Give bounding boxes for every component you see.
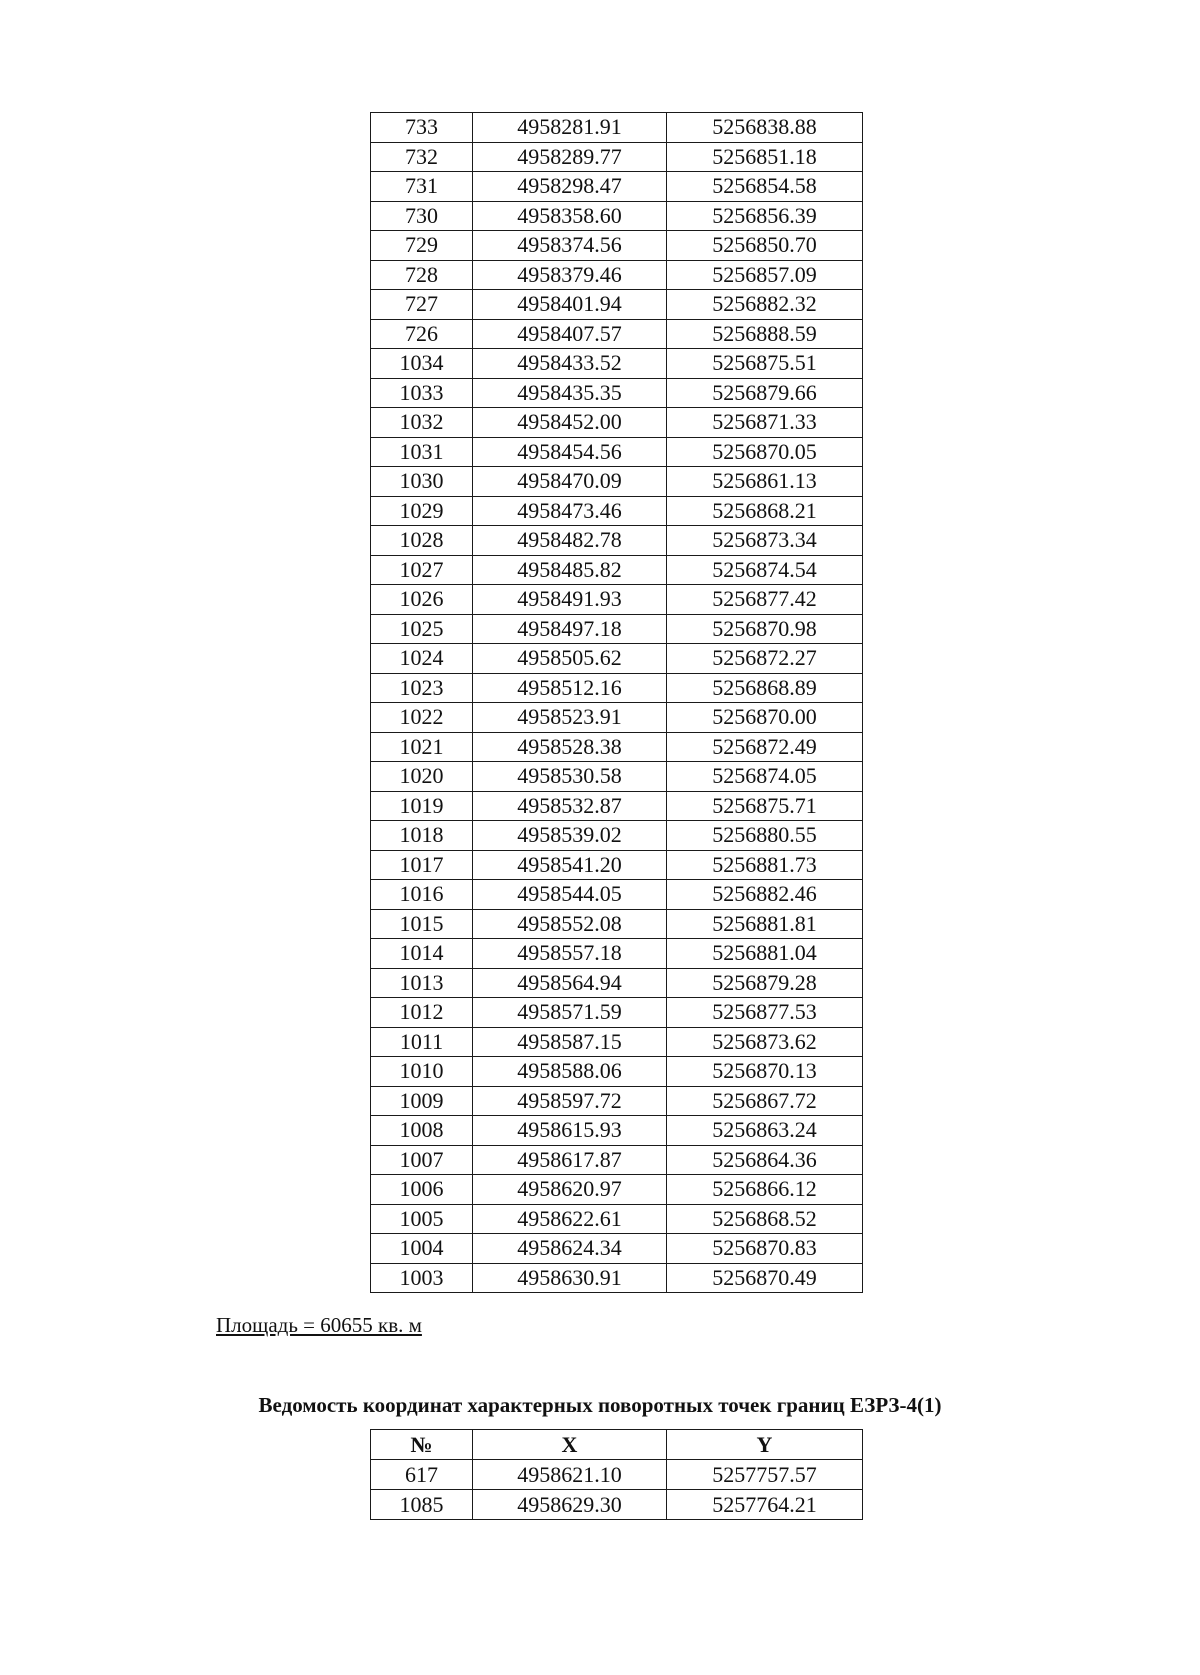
section-heading: Ведомость координат характерных поворотных точек границ ЕЗРЗ-4(1) bbox=[258, 1393, 942, 1417]
point-number: 1007 bbox=[371, 1145, 473, 1175]
coord-y: 5256879.28 bbox=[667, 968, 863, 998]
point-number: 1026 bbox=[371, 585, 473, 615]
coord-y: 5256867.72 bbox=[667, 1086, 863, 1116]
coord-y: 5256870.00 bbox=[667, 703, 863, 733]
table-row bbox=[371, 998, 863, 1028]
point-number: 726 bbox=[371, 319, 473, 349]
coord-y: 5256870.13 bbox=[667, 1057, 863, 1087]
table-header-row bbox=[371, 1430, 863, 1460]
point-number: 1008 bbox=[371, 1116, 473, 1146]
table-row bbox=[371, 378, 863, 408]
coord-x: 4958615.93 bbox=[473, 1116, 667, 1146]
point-number: 1023 bbox=[371, 673, 473, 703]
coord-x: 4958435.35 bbox=[473, 378, 667, 408]
table-row bbox=[371, 791, 863, 821]
point-number: 1014 bbox=[371, 939, 473, 969]
coord-y: 5256880.55 bbox=[667, 821, 863, 851]
coord-x: 4958497.18 bbox=[473, 614, 667, 644]
table-row bbox=[371, 1234, 863, 1264]
coord-x: 4958622.61 bbox=[473, 1204, 667, 1234]
coord-x: 4958617.87 bbox=[473, 1145, 667, 1175]
point-number: 1032 bbox=[371, 408, 473, 438]
table-row bbox=[371, 614, 863, 644]
table-row bbox=[371, 260, 863, 290]
point-number: 1015 bbox=[371, 909, 473, 939]
coord-y: 5256868.21 bbox=[667, 496, 863, 526]
coord-y: 5256856.39 bbox=[667, 201, 863, 231]
coord-x: 4958588.06 bbox=[473, 1057, 667, 1087]
coord-x: 4958379.46 bbox=[473, 260, 667, 290]
coord-y: 5256857.09 bbox=[667, 260, 863, 290]
point-number: 733 bbox=[371, 113, 473, 143]
coord-x: 4958482.78 bbox=[473, 526, 667, 556]
coord-x: 4958629.30 bbox=[473, 1490, 667, 1520]
coord-x: 4958491.93 bbox=[473, 585, 667, 615]
coord-x: 4958512.16 bbox=[473, 673, 667, 703]
coord-x: 4958485.82 bbox=[473, 555, 667, 585]
coord-y: 5256875.71 bbox=[667, 791, 863, 821]
table-row bbox=[371, 349, 863, 379]
area-total: Площадь = 60655 кв. м bbox=[216, 1313, 422, 1337]
point-number: 732 bbox=[371, 142, 473, 172]
point-number: 1004 bbox=[371, 1234, 473, 1264]
point-number: 1034 bbox=[371, 349, 473, 379]
table-row bbox=[371, 644, 863, 674]
coord-x: 4958532.87 bbox=[473, 791, 667, 821]
coord-y: 5257764.21 bbox=[667, 1490, 863, 1520]
ezrz-table-body bbox=[371, 1460, 863, 1520]
coord-x: 4958281.91 bbox=[473, 113, 667, 143]
coord-x: 4958530.58 bbox=[473, 762, 667, 792]
header-y: Y bbox=[667, 1430, 863, 1460]
coord-y: 5256871.33 bbox=[667, 408, 863, 438]
point-number: 1003 bbox=[371, 1263, 473, 1293]
point-number: 730 bbox=[371, 201, 473, 231]
coord-x: 4958630.91 bbox=[473, 1263, 667, 1293]
coord-y: 5256868.89 bbox=[667, 673, 863, 703]
table-row bbox=[371, 968, 863, 998]
coord-y: 5256851.18 bbox=[667, 142, 863, 172]
point-number: 1006 bbox=[371, 1175, 473, 1205]
coord-x: 4958624.34 bbox=[473, 1234, 667, 1264]
point-number: 729 bbox=[371, 231, 473, 261]
coord-y: 5256861.13 bbox=[667, 467, 863, 497]
coord-y: 5256882.46 bbox=[667, 880, 863, 910]
point-number: 1024 bbox=[371, 644, 473, 674]
point-number: 1012 bbox=[371, 998, 473, 1028]
coord-x: 4958505.62 bbox=[473, 644, 667, 674]
coord-y: 5256872.27 bbox=[667, 644, 863, 674]
coord-x: 4958541.20 bbox=[473, 850, 667, 880]
point-number: 1021 bbox=[371, 732, 473, 762]
point-number: 1016 bbox=[371, 880, 473, 910]
coord-y: 5256877.42 bbox=[667, 585, 863, 615]
coord-y: 5256875.51 bbox=[667, 349, 863, 379]
point-number: 727 bbox=[371, 290, 473, 320]
coord-x: 4958470.09 bbox=[473, 467, 667, 497]
table-row bbox=[371, 821, 863, 851]
coord-x: 4958374.56 bbox=[473, 231, 667, 261]
table-row bbox=[371, 673, 863, 703]
table-row bbox=[371, 1460, 863, 1490]
coord-y: 5256873.62 bbox=[667, 1027, 863, 1057]
coord-x: 4958557.18 bbox=[473, 939, 667, 969]
table-row bbox=[371, 231, 863, 261]
point-number: 1085 bbox=[371, 1490, 473, 1520]
table-row bbox=[371, 939, 863, 969]
table-row bbox=[371, 880, 863, 910]
table-row bbox=[371, 909, 863, 939]
table-row bbox=[371, 585, 863, 615]
table-row bbox=[371, 526, 863, 556]
coordinates-table-body bbox=[371, 113, 863, 1293]
coord-y: 5256879.66 bbox=[667, 378, 863, 408]
coord-y: 5256870.05 bbox=[667, 437, 863, 467]
table-row bbox=[371, 1204, 863, 1234]
point-number: 1031 bbox=[371, 437, 473, 467]
coord-y: 5256870.49 bbox=[667, 1263, 863, 1293]
table-row bbox=[371, 142, 863, 172]
table-row bbox=[371, 1263, 863, 1293]
coord-x: 4958452.00 bbox=[473, 408, 667, 438]
coord-y: 5256873.34 bbox=[667, 526, 863, 556]
coord-y: 5256877.53 bbox=[667, 998, 863, 1028]
point-number: 1009 bbox=[371, 1086, 473, 1116]
coord-y: 5256881.04 bbox=[667, 939, 863, 969]
coord-x: 4958454.56 bbox=[473, 437, 667, 467]
header-x: X bbox=[473, 1430, 667, 1460]
coord-x: 4958597.72 bbox=[473, 1086, 667, 1116]
coord-y: 5256866.12 bbox=[667, 1175, 863, 1205]
point-number: 731 bbox=[371, 172, 473, 202]
coord-x: 4958587.15 bbox=[473, 1027, 667, 1057]
coord-y: 5256874.05 bbox=[667, 762, 863, 792]
table-row bbox=[371, 555, 863, 585]
coord-x: 4958528.38 bbox=[473, 732, 667, 762]
coord-x: 4958433.52 bbox=[473, 349, 667, 379]
coord-y: 5256888.59 bbox=[667, 319, 863, 349]
coord-x: 4958552.08 bbox=[473, 909, 667, 939]
point-number: 1030 bbox=[371, 467, 473, 497]
table-row bbox=[371, 850, 863, 880]
table-row bbox=[371, 437, 863, 467]
point-number: 1013 bbox=[371, 968, 473, 998]
point-number: 1022 bbox=[371, 703, 473, 733]
table-row bbox=[371, 1145, 863, 1175]
point-number: 1025 bbox=[371, 614, 473, 644]
table-row bbox=[371, 1057, 863, 1087]
point-number: 1018 bbox=[371, 821, 473, 851]
coord-y: 5256870.98 bbox=[667, 614, 863, 644]
coord-x: 4958358.60 bbox=[473, 201, 667, 231]
coord-x: 4958621.10 bbox=[473, 1460, 667, 1490]
coord-y: 5256872.49 bbox=[667, 732, 863, 762]
point-number: 1017 bbox=[371, 850, 473, 880]
point-number: 1011 bbox=[371, 1027, 473, 1057]
coord-y: 5256868.52 bbox=[667, 1204, 863, 1234]
table-row bbox=[371, 201, 863, 231]
table-row bbox=[371, 732, 863, 762]
coord-y: 5256863.24 bbox=[667, 1116, 863, 1146]
coord-x: 4958620.97 bbox=[473, 1175, 667, 1205]
table-row bbox=[371, 1027, 863, 1057]
coord-y: 5256882.32 bbox=[667, 290, 863, 320]
table-row bbox=[371, 1490, 863, 1520]
point-number: 1029 bbox=[371, 496, 473, 526]
coord-x: 4958571.59 bbox=[473, 998, 667, 1028]
table-row bbox=[371, 467, 863, 497]
coordinates-table bbox=[370, 112, 863, 1293]
point-number: 1020 bbox=[371, 762, 473, 792]
point-number: 1028 bbox=[371, 526, 473, 556]
coord-x: 4958289.77 bbox=[473, 142, 667, 172]
coord-x: 4958539.02 bbox=[473, 821, 667, 851]
table-row bbox=[371, 172, 863, 202]
coord-y: 5256881.73 bbox=[667, 850, 863, 880]
table-row bbox=[371, 1175, 863, 1205]
table-row bbox=[371, 1116, 863, 1146]
point-number: 1027 bbox=[371, 555, 473, 585]
header-number: № bbox=[371, 1430, 473, 1460]
coord-y: 5256864.36 bbox=[667, 1145, 863, 1175]
table-row bbox=[371, 762, 863, 792]
coord-y: 5256850.70 bbox=[667, 231, 863, 261]
table-row bbox=[371, 113, 863, 143]
coord-x: 4958407.57 bbox=[473, 319, 667, 349]
ezrz-coordinates-table bbox=[370, 1429, 863, 1520]
coord-x: 4958523.91 bbox=[473, 703, 667, 733]
point-number: 617 bbox=[371, 1460, 473, 1490]
coord-x: 4958564.94 bbox=[473, 968, 667, 998]
coord-x: 4958298.47 bbox=[473, 172, 667, 202]
table-row bbox=[371, 703, 863, 733]
point-number: 1005 bbox=[371, 1204, 473, 1234]
point-number: 728 bbox=[371, 260, 473, 290]
table-row bbox=[371, 290, 863, 320]
coord-y: 5256881.81 bbox=[667, 909, 863, 939]
table-row bbox=[371, 319, 863, 349]
coord-x: 4958401.94 bbox=[473, 290, 667, 320]
point-number: 1010 bbox=[371, 1057, 473, 1087]
coord-y: 5257757.57 bbox=[667, 1460, 863, 1490]
coord-x: 4958473.46 bbox=[473, 496, 667, 526]
point-number: 1033 bbox=[371, 378, 473, 408]
coord-y: 5256854.58 bbox=[667, 172, 863, 202]
table-row bbox=[371, 1086, 863, 1116]
table-row bbox=[371, 496, 863, 526]
coord-x: 4958544.05 bbox=[473, 880, 667, 910]
coord-y: 5256874.54 bbox=[667, 555, 863, 585]
table-row bbox=[371, 408, 863, 438]
coord-y: 5256838.88 bbox=[667, 113, 863, 143]
coord-y: 5256870.83 bbox=[667, 1234, 863, 1264]
point-number: 1019 bbox=[371, 791, 473, 821]
